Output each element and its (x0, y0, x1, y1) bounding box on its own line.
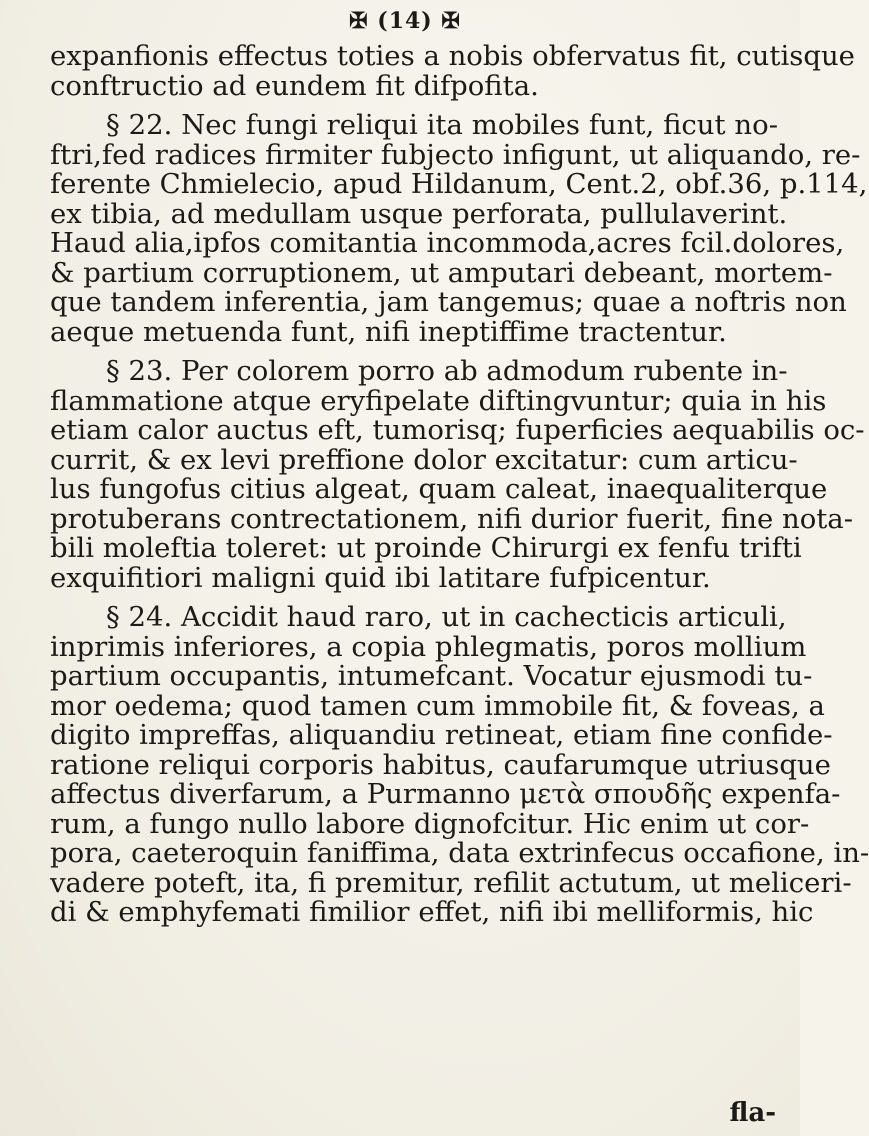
text-line: bili moleftia toleret: ut proinde Chirurgi ex fenfu trifti (50, 532, 802, 564)
text-line: affectus diverfarum, a Purmanno μετὰ σπουδῆς expenfa- (50, 778, 841, 810)
text-line: inprimis inferiores, a copia phlegmatis, poros mollium (50, 630, 807, 663)
text-line: & partium corruptionem, ut amputari debeant, mortem- (50, 256, 833, 289)
body-text (50, 40, 869, 928)
header-ornament-left: ✠ (349, 8, 369, 34)
page-number: (14) (377, 8, 433, 34)
text-line: etiam calor auctus eft, tumorisq; fuperficies aequabilis oc- (50, 414, 865, 446)
catchword: fla- (729, 1098, 776, 1128)
page-header (300, 8, 510, 34)
text-line: expanfionis effectus toties a nobis obfervatus fit, cutisque (50, 40, 855, 72)
text-line: Haud alia,ipfos comitantia incommoda,acres fcil.dolores, (50, 227, 845, 259)
text-line: mor oedema; quod tamen cum immobile fit, & foveas, a (50, 689, 825, 722)
text-line: ex tibia, ad medullam usque perforata, pullulaverint. (50, 197, 788, 230)
text-line: vadere poteft, ita, fi premitur, refilit actutum, ut meliceri- (50, 866, 852, 899)
header-ornament-right: ✠ (441, 8, 461, 34)
section-22-start: § 22. Nec fungi reliqui ita mobiles funt, ficut no- (106, 109, 778, 141)
text-line: que tandem inferentia, jam tangemus; quae a noftris non (50, 286, 847, 318)
section-24-start: § 24. Accidit haud raro, ut in cachecticis articuli, (106, 601, 787, 633)
text-line: di & emphyfemati fimilior effet, nifi ibi melliformis, hic (50, 896, 814, 928)
text-line: pora, caeteroquin faniffima, data extrinfecus occafione, in- (50, 837, 869, 869)
text-line: partium occupantis, intumefcant. Vocatur ejusmodi tu- (50, 660, 813, 692)
text-line: conftructio ad eundem fit difpofita. (50, 69, 539, 102)
text-line: ferente Chmielecio, apud Hildanum, Cent.2, obf.36, p.114, (50, 168, 868, 200)
text-line: rum, a fungo nullo labore dignofcitur. Hic enim ut cor- (50, 807, 810, 840)
text-line: flammatione atque eryfipelate diftingvuntur; quia in his (50, 384, 827, 417)
text-line: ratione reliqui corporis habitus, caufarumque utriusque (50, 748, 831, 781)
text-line: exquifitiori maligni quid ibi latitare fufpicentur. (50, 561, 711, 594)
text-line: lus fungofus citius algeat, quam caleat, inaequaliterque (50, 473, 828, 505)
section-23-start: § 23. Per colorem porro ab admodum rubente in- (106, 355, 788, 387)
text-line: digito impreffas, aliquandiu retineat, etiam fine confide- (50, 719, 833, 751)
text-line: ftri,fed radices firmiter fubjecto infigunt, ut aliquando, re- (50, 138, 861, 171)
text-line: aeque metuenda funt, nifi ineptiffime tractentur. (50, 315, 727, 348)
text-line: currit, & ex levi preffione dolor excitatur: cum articu- (50, 443, 798, 476)
text-line: protuberans contrectationem, nifi durior fuerit, fine nota- (50, 502, 853, 535)
